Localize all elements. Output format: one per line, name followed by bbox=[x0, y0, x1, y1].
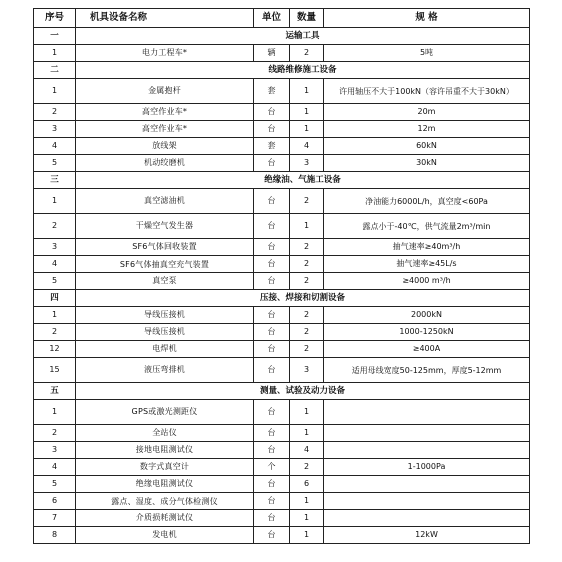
table-row bbox=[34, 476, 530, 493]
unit-cell: 台 bbox=[254, 527, 290, 544]
equipment-name: GPS或激光测距仪 bbox=[76, 400, 254, 425]
unit-cell: 台 bbox=[254, 493, 290, 510]
spec-cell: 1000-1250kN bbox=[324, 324, 530, 341]
equipment-name: 高空作业车* bbox=[76, 121, 254, 138]
spec-cell: 5吨 bbox=[324, 45, 530, 62]
equipment-name: 电力工程车* bbox=[76, 45, 254, 62]
table-row bbox=[34, 358, 530, 383]
unit-cell: 台 bbox=[254, 239, 290, 256]
table-row bbox=[34, 527, 530, 544]
table-row bbox=[34, 493, 530, 510]
quantity-cell: 4 bbox=[290, 442, 324, 459]
header-row bbox=[34, 9, 530, 28]
unit-cell: 台 bbox=[254, 442, 290, 459]
spec-cell: 适用母线宽度50-125mm，厚度5-12mm bbox=[324, 358, 530, 383]
row-number: 2 bbox=[34, 214, 76, 239]
spec-cell bbox=[324, 442, 530, 459]
unit-cell: 台 bbox=[254, 358, 290, 383]
unit-cell: 台 bbox=[254, 324, 290, 341]
section-number: 二 bbox=[34, 62, 76, 79]
equipment-name: 导线压接机 bbox=[76, 307, 254, 324]
spec-cell: 2000kN bbox=[324, 307, 530, 324]
spec-cell bbox=[324, 400, 530, 425]
unit-cell: 台 bbox=[254, 155, 290, 172]
spec-cell bbox=[324, 510, 530, 527]
section-title: 压接、焊接和切割设备 bbox=[76, 290, 530, 307]
row-number: 4 bbox=[34, 138, 76, 155]
unit-cell: 台 bbox=[254, 400, 290, 425]
quantity-cell: 1 bbox=[290, 425, 324, 442]
quantity-cell: 1 bbox=[290, 79, 324, 104]
table-row bbox=[34, 510, 530, 527]
header-qty: 数量 bbox=[290, 9, 324, 28]
section-number: 三 bbox=[34, 172, 76, 189]
spec-cell bbox=[324, 425, 530, 442]
row-number: 3 bbox=[34, 442, 76, 459]
row-number: 1 bbox=[34, 400, 76, 425]
equipment-name: 导线压接机 bbox=[76, 324, 254, 341]
equipment-name: 接地电阻测试仪 bbox=[76, 442, 254, 459]
spec-cell: ≥4000 m³/h bbox=[324, 273, 530, 290]
unit-cell: 台 bbox=[254, 307, 290, 324]
quantity-cell: 1 bbox=[290, 121, 324, 138]
spec-cell: 抽气速率≥40m³/h bbox=[324, 239, 530, 256]
quantity-cell: 2 bbox=[290, 239, 324, 256]
row-number: 4 bbox=[34, 459, 76, 476]
section-row bbox=[34, 28, 530, 45]
quantity-cell: 2 bbox=[290, 459, 324, 476]
row-number: 5 bbox=[34, 273, 76, 290]
equipment-name: 露点、湿度、成分气体检测仪 bbox=[76, 493, 254, 510]
equipment-name: 真空泵 bbox=[76, 273, 254, 290]
unit-cell: 台 bbox=[254, 214, 290, 239]
table-row bbox=[34, 341, 530, 358]
equipment-name: SF6气体回收装置 bbox=[76, 239, 254, 256]
row-number: 2 bbox=[34, 425, 76, 442]
row-number: 2 bbox=[34, 104, 76, 121]
row-number: 5 bbox=[34, 476, 76, 493]
quantity-cell: 1 bbox=[290, 493, 324, 510]
equipment-name: 放线架 bbox=[76, 138, 254, 155]
table-row bbox=[34, 256, 530, 273]
equipment-name: 发电机 bbox=[76, 527, 254, 544]
quantity-cell: 1 bbox=[290, 400, 324, 425]
quantity-cell: 1 bbox=[290, 214, 324, 239]
table-row bbox=[34, 324, 530, 341]
spec-cell: 许用轴压不大于100kN（容许吊重不大于30kN） bbox=[324, 79, 530, 104]
unit-cell: 个 bbox=[254, 459, 290, 476]
table-row bbox=[34, 425, 530, 442]
header-no: 序号 bbox=[34, 9, 76, 28]
row-number: 1 bbox=[34, 307, 76, 324]
spec-cell: ≥400A bbox=[324, 341, 530, 358]
spec-cell: 12m bbox=[324, 121, 530, 138]
quantity-cell: 1 bbox=[290, 104, 324, 121]
table-row bbox=[34, 400, 530, 425]
unit-cell: 套 bbox=[254, 138, 290, 155]
unit-cell: 台 bbox=[254, 273, 290, 290]
table-row bbox=[34, 138, 530, 155]
row-number: 1 bbox=[34, 79, 76, 104]
spec-cell: 12kW bbox=[324, 527, 530, 544]
table-row bbox=[34, 189, 530, 214]
section-title: 线路维修施工设备 bbox=[76, 62, 530, 79]
row-number: 4 bbox=[34, 256, 76, 273]
equipment-name: SF6气体抽真空充气装置 bbox=[76, 256, 254, 273]
quantity-cell: 4 bbox=[290, 138, 324, 155]
row-number: 8 bbox=[34, 527, 76, 544]
table-row bbox=[34, 307, 530, 324]
unit-cell: 套 bbox=[254, 79, 290, 104]
spec-cell: 净油能力6000L/h，真空度<60Pa bbox=[324, 189, 530, 214]
section-row bbox=[34, 383, 530, 400]
table-row bbox=[34, 155, 530, 172]
spec-cell bbox=[324, 476, 530, 493]
equipment-name: 机动绞磨机 bbox=[76, 155, 254, 172]
section-row bbox=[34, 290, 530, 307]
equipment-name: 干燥空气发生器 bbox=[76, 214, 254, 239]
quantity-cell: 2 bbox=[290, 189, 324, 214]
table-row bbox=[34, 79, 530, 104]
row-number: 12 bbox=[34, 341, 76, 358]
section-number: 一 bbox=[34, 28, 76, 45]
table-row bbox=[34, 459, 530, 476]
equipment-name: 真空滤油机 bbox=[76, 189, 254, 214]
row-number: 1 bbox=[34, 189, 76, 214]
section-title: 测量、试验及动力设备 bbox=[76, 383, 530, 400]
equipment-name: 高空作业车* bbox=[76, 104, 254, 121]
equipment-name: 数字式真空计 bbox=[76, 459, 254, 476]
section-number: 四 bbox=[34, 290, 76, 307]
row-number: 6 bbox=[34, 493, 76, 510]
spec-cell: 30kN bbox=[324, 155, 530, 172]
unit-cell: 台 bbox=[254, 256, 290, 273]
table-row bbox=[34, 104, 530, 121]
quantity-cell: 2 bbox=[290, 256, 324, 273]
unit-cell: 台 bbox=[254, 189, 290, 214]
spec-cell: 抽气速率≥45L/s bbox=[324, 256, 530, 273]
row-number: 2 bbox=[34, 324, 76, 341]
unit-cell: 台 bbox=[254, 121, 290, 138]
equipment-name: 介质损耗测试仪 bbox=[76, 510, 254, 527]
quantity-cell: 1 bbox=[290, 510, 324, 527]
table-row bbox=[34, 273, 530, 290]
quantity-cell: 2 bbox=[290, 324, 324, 341]
equipment-name: 电焊机 bbox=[76, 341, 254, 358]
unit-cell: 台 bbox=[254, 510, 290, 527]
row-number: 3 bbox=[34, 239, 76, 256]
equipment-name: 绝缘电阻测试仪 bbox=[76, 476, 254, 493]
table-row bbox=[34, 442, 530, 459]
quantity-cell: 3 bbox=[290, 155, 324, 172]
header-name: 机具设备名称 bbox=[76, 9, 254, 28]
quantity-cell: 2 bbox=[290, 273, 324, 290]
quantity-cell: 3 bbox=[290, 358, 324, 383]
row-number: 1 bbox=[34, 45, 76, 62]
spec-cell: 20m bbox=[324, 104, 530, 121]
section-title: 绝缘油、气施工设备 bbox=[76, 172, 530, 189]
table-body bbox=[34, 28, 530, 544]
section-row bbox=[34, 62, 530, 79]
spec-cell: 60kN bbox=[324, 138, 530, 155]
unit-cell: 台 bbox=[254, 476, 290, 493]
spec-cell: 1-1000Pa bbox=[324, 459, 530, 476]
quantity-cell: 6 bbox=[290, 476, 324, 493]
quantity-cell: 2 bbox=[290, 341, 324, 358]
quantity-cell: 2 bbox=[290, 45, 324, 62]
table-row bbox=[34, 239, 530, 256]
row-number: 15 bbox=[34, 358, 76, 383]
quantity-cell: 1 bbox=[290, 527, 324, 544]
spec-cell bbox=[324, 493, 530, 510]
table-row bbox=[34, 45, 530, 62]
header-spec: 规 格 bbox=[324, 9, 530, 28]
unit-cell: 台 bbox=[254, 425, 290, 442]
header-unit: 单位 bbox=[254, 9, 290, 28]
table-row bbox=[34, 214, 530, 239]
unit-cell: 辆 bbox=[254, 45, 290, 62]
equipment-name: 液压弯排机 bbox=[76, 358, 254, 383]
unit-cell: 台 bbox=[254, 104, 290, 121]
row-number: 3 bbox=[34, 121, 76, 138]
equipment-name: 全站仪 bbox=[76, 425, 254, 442]
table-row bbox=[34, 121, 530, 138]
equipment-name: 金属抱杆 bbox=[76, 79, 254, 104]
section-number: 五 bbox=[34, 383, 76, 400]
equipment-table bbox=[33, 8, 530, 544]
row-number: 7 bbox=[34, 510, 76, 527]
unit-cell: 台 bbox=[254, 341, 290, 358]
section-title: 运输工具 bbox=[76, 28, 530, 45]
spec-cell: 露点小于-40℃，供气流量2m³/min bbox=[324, 214, 530, 239]
quantity-cell: 2 bbox=[290, 307, 324, 324]
row-number: 5 bbox=[34, 155, 76, 172]
section-row bbox=[34, 172, 530, 189]
